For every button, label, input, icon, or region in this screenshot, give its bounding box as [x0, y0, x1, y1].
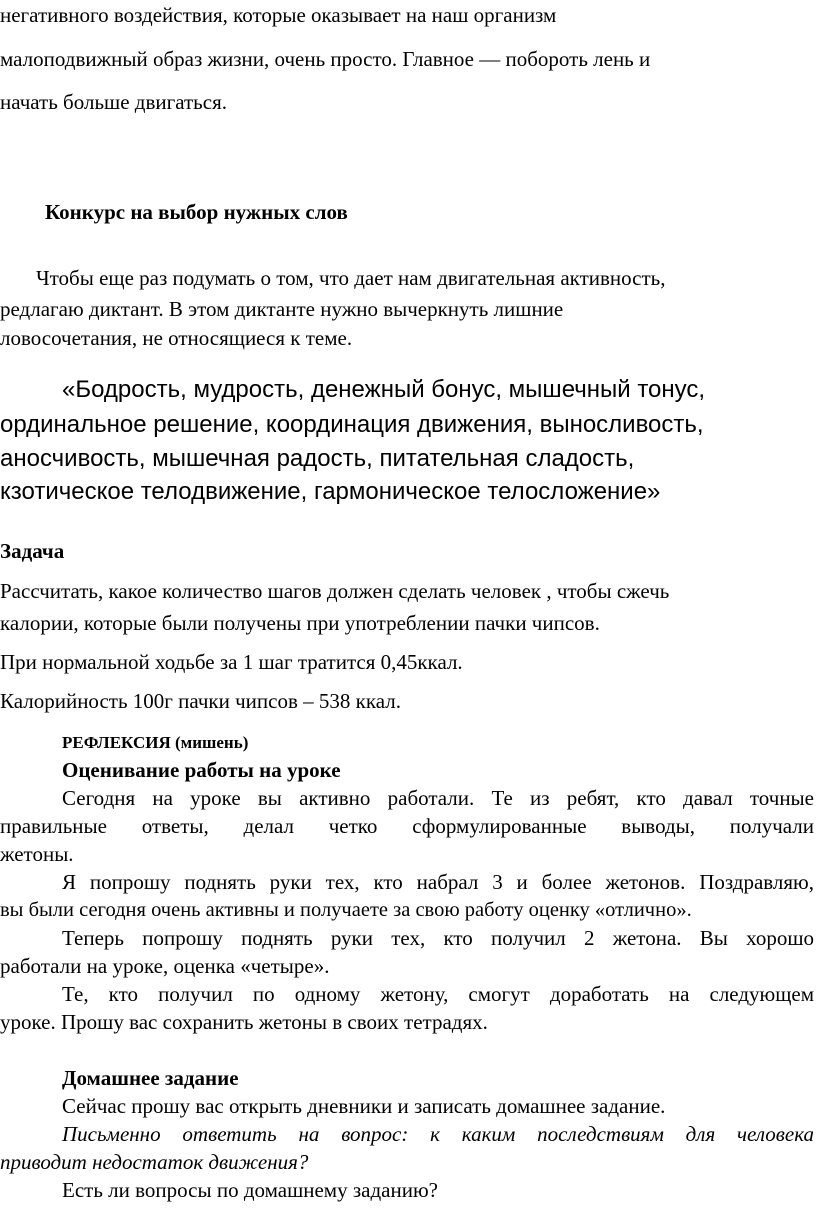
dictation-line-1: «Бодрость, мудрость, денежный бонус, мышечный тонус,: [62, 376, 706, 403]
task-heading: Задача: [0, 539, 65, 563]
reflection-line-8: Те, кто получил по одному жетону, смогут доработать на следующем: [62, 982, 814, 1006]
task-line-3: При нормальной ходьбе за 1 шаг тратится 0,45ккал.: [0, 650, 463, 674]
reflection-line-1: Сегодня на уроке вы активно работали. Те из ребят, кто давал точные: [62, 786, 814, 810]
intro-line-3: начать больше двигаться.: [0, 90, 227, 114]
task-line-2: калории, которые были получены при употреблении пачки чипсов.: [0, 611, 600, 635]
contest-heading: Конкурс на выбор нужных слов: [45, 200, 348, 224]
contest-intro-line-3: ловосочетания, не относящиеся к теме.: [0, 326, 353, 350]
reflection-heading: РЕФЛЕКСИЯ (мишень): [62, 733, 249, 752]
contest-intro-line-1: Чтобы еще раз подумать о том, что дает нам двигательная активность,: [36, 266, 666, 290]
reflection-line-3: жетоны.: [0, 842, 74, 866]
homework-heading: Домашнее задание: [62, 1066, 239, 1090]
homework-line-1: Сейчас прошу вас открыть дневники и записать домашнее задание.: [62, 1094, 666, 1118]
dictation-line-4: кзотическое телодвижение, гармоническое телосложение»: [0, 478, 661, 505]
reflection-line-4: Я попрошу поднять руки тех, кто набрал 3 и более жетонов. Поздравляю,: [62, 870, 814, 894]
reflection-subheading: Оценивание работы на уроке: [62, 758, 341, 782]
reflection-line-2: правильные ответы, делал четко сформулированные выводы, получали: [0, 814, 814, 838]
task-line-4: Калорийность 100г пачки чипсов – 538 ккал.: [0, 689, 401, 713]
homework-question-line-2: приводит недостаток движения?: [0, 1150, 309, 1174]
dictation-line-3: аносчивость, мышечная радость, питательная сладость,: [0, 445, 635, 472]
intro-line-2: малоподвижный образ жизни, очень просто. Главное — побороть лень и: [0, 47, 651, 71]
dictation-line-2: ординальное решение, координация движения, выносливость,: [0, 411, 704, 438]
intro-line-1: негативного воздействия, которые оказывает на наш организм: [0, 3, 557, 27]
homework-question-line-1: Письменно ответить на вопрос: к каким последствиям для человека: [62, 1122, 814, 1146]
task-line-1: Рассчитать, какое количество шагов должен сделать человек , чтобы сжечь: [0, 579, 670, 603]
homework-line-4: Есть ли вопросы по домашнему заданию?: [62, 1178, 438, 1202]
reflection-line-5: вы были сегодня очень активны и получаете за свою работу оценку «отлично».: [0, 899, 692, 921]
reflection-line-6: Теперь попрошу поднять руки тех, кто получил 2 жетона. Вы хорошо: [62, 926, 814, 950]
contest-intro-line-2: редлагаю диктант. В этом диктанте нужно вычеркнуть лишние: [0, 297, 564, 321]
reflection-line-7: работали на уроке, оценка «четыре».: [0, 954, 330, 978]
reflection-line-9: уроке. Прошу вас сохранить жетоны в своих тетрадях.: [0, 1010, 488, 1034]
